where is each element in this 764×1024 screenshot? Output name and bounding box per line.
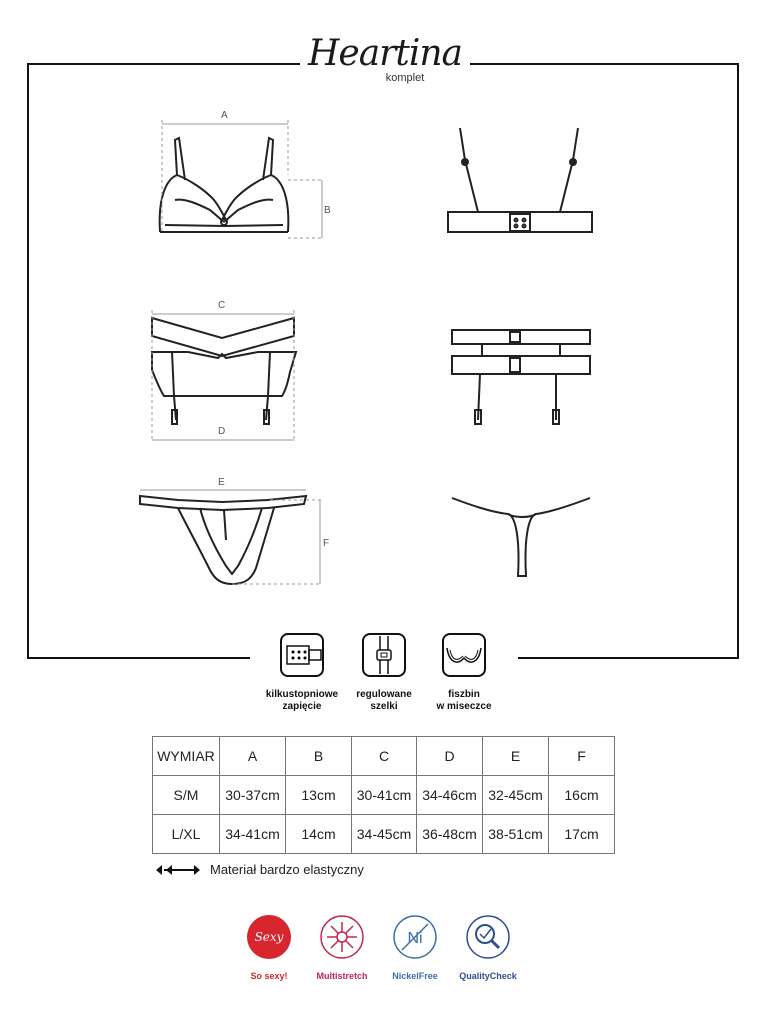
- dim-label-a: A: [221, 110, 228, 121]
- badge-label: NickelFree: [392, 971, 438, 981]
- dim-label-f: F: [323, 538, 330, 549]
- table-cell: 16cm: [549, 776, 615, 815]
- dim-label-c: C: [218, 300, 226, 311]
- brand-name: Heartina: [308, 33, 462, 74]
- table-row: [153, 776, 615, 815]
- table-header-cell: E: [483, 737, 549, 776]
- badge-so-sexy: [229, 914, 309, 981]
- feature-label-line2: szelki: [370, 701, 398, 712]
- badge-nickel-free: [375, 914, 455, 981]
- garter-back-drawing: [452, 330, 590, 424]
- underwire-cup-icon: [441, 632, 487, 678]
- brand-subtitle: komplet: [385, 72, 425, 84]
- brand-logo: [300, 34, 470, 84]
- feature-underwire: [419, 632, 509, 713]
- thong-front-drawing: [140, 496, 306, 584]
- feature-label-line1: fiszbin: [448, 689, 480, 700]
- badge-label: So sexy!: [250, 971, 288, 981]
- dimension-f: [232, 500, 322, 584]
- material-note-text: Materiał bardzo elastyczny: [210, 862, 364, 877]
- dimension-b: [288, 180, 324, 238]
- table-header-cell: WYMIAR: [153, 737, 220, 776]
- table-header-cell: F: [549, 737, 615, 776]
- sexy-icon-text: Sexy: [254, 930, 284, 944]
- table-cell: 17cm: [549, 815, 615, 854]
- table-cell: 34-41cm: [220, 815, 286, 854]
- badge-multistretch: [302, 914, 382, 981]
- feature-label-line2: w miseczce: [436, 701, 492, 712]
- sexy-icon: [246, 914, 292, 960]
- feature-label-line1: regulowane: [356, 689, 412, 700]
- table-cell: 13cm: [286, 776, 352, 815]
- feature-multi-step-clasp: [257, 632, 347, 713]
- badge-quality-check: [448, 914, 528, 981]
- table-cell: 34-46cm: [417, 776, 483, 815]
- thong-back-drawing: [452, 498, 590, 576]
- table-header-cell: B: [286, 737, 352, 776]
- dim-label-b: B: [324, 205, 331, 216]
- table-cell: 14cm: [286, 815, 352, 854]
- table-row: [153, 815, 615, 854]
- badge-label: Multistretch: [316, 971, 368, 981]
- table-cell: S/M: [153, 776, 220, 815]
- table-header-row: [153, 737, 615, 776]
- table-header-cell: D: [417, 737, 483, 776]
- nickel-free-icon-text: Ni: [407, 930, 423, 947]
- dim-label-e: E: [218, 477, 225, 488]
- table-header-cell: C: [352, 737, 417, 776]
- nickel-free-icon: [392, 914, 438, 960]
- table-header-cell: A: [220, 737, 286, 776]
- bra-front-drawing: [160, 138, 289, 232]
- size-table: [152, 736, 615, 854]
- material-note: [154, 862, 364, 877]
- table-cell: 38-51cm: [483, 815, 549, 854]
- dim-label-d: D: [218, 426, 226, 437]
- table-cell: 30-37cm: [220, 776, 286, 815]
- feature-adjustable-straps: [339, 632, 429, 713]
- stretch-arrow-icon: [154, 863, 202, 877]
- hook-clasp-icon: [279, 632, 325, 678]
- bra-back-drawing: [448, 128, 592, 232]
- table-cell: 32-45cm: [483, 776, 549, 815]
- adjustable-strap-icon: [361, 632, 407, 678]
- feature-label-line2: zapięcie: [282, 701, 322, 712]
- quality-check-icon: [465, 914, 511, 960]
- frame-border: [28, 64, 738, 658]
- badge-label: QualityCheck: [459, 971, 517, 981]
- feature-label-line1: kilkustopniowe: [265, 689, 339, 700]
- table-cell: 34-45cm: [352, 815, 417, 854]
- multistretch-icon: [319, 914, 365, 960]
- garter-front-drawing: [152, 318, 296, 424]
- table-cell: L/XL: [153, 815, 220, 854]
- table-cell: 30-41cm: [352, 776, 417, 815]
- table-cell: 36-48cm: [417, 815, 483, 854]
